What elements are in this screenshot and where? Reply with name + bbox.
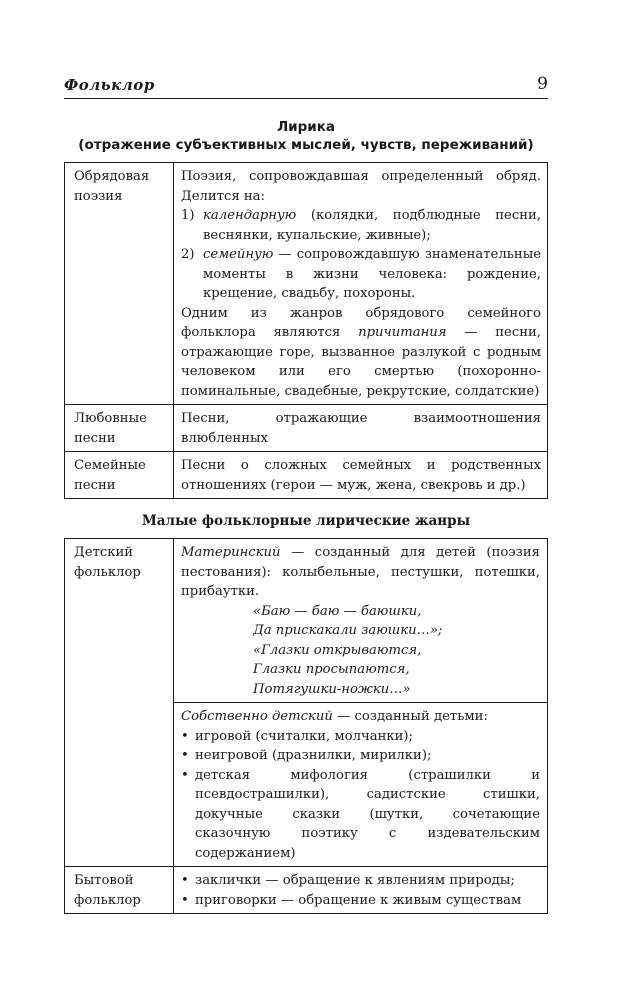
section-title-small-genres: Малые фольклорные лирические жанры <box>141 513 471 529</box>
list-item <box>181 206 541 245</box>
row-content <box>174 163 548 405</box>
section-title-lyric: Лирика <box>276 119 336 135</box>
running-head <box>64 68 548 99</box>
item-text: игровой (считалки, молчанки); <box>195 728 413 744</box>
table-row <box>65 405 548 452</box>
row-content: Песни, отражающие взаимоотношения влюбленных <box>174 405 548 452</box>
list-item <box>181 871 541 891</box>
running-head-title: Фольклор <box>64 76 155 94</box>
own-term: Собственно детский <box>181 709 333 724</box>
list-item <box>181 766 540 864</box>
item-text: — сопровождавшую знаменательные моменты в жизни человека: рождение, крещение, свадьбу, похороны. <box>203 247 541 301</box>
item-text: (колядки, подблюдные песни, веснянки, купальские, живные); <box>203 208 541 243</box>
row-content: Песни о сложных семейных и родственных отношениях (герои — муж, жена, свекровь и др.) <box>174 452 548 499</box>
table-row <box>65 867 548 914</box>
item-number: 1) <box>181 208 195 223</box>
item-number: 2) <box>181 247 195 262</box>
row-label: Любовные песни <box>65 405 174 452</box>
row-label: Бытовой фольклор <box>65 867 174 914</box>
list-item <box>181 891 541 911</box>
own-text: — созданный детьми: <box>332 709 488 724</box>
maternal-term: Материнский <box>181 545 281 560</box>
item-term: календарную <box>203 208 297 223</box>
bullet-icon: • <box>181 767 189 783</box>
poem-line: Глазки просыпаются, <box>253 662 410 677</box>
item-text: приговорки — обращение к живым существам <box>195 892 522 908</box>
small-genres-table <box>64 538 548 914</box>
poem-line: Да прискакали заюшки…»; <box>253 623 443 638</box>
row-content <box>174 867 548 914</box>
row-content <box>174 539 548 867</box>
bullet-icon: • <box>181 728 189 744</box>
maternal-folklore <box>174 539 547 702</box>
poem-line: Потягушки-ножки…» <box>253 681 411 697</box>
children-own-folklore <box>174 702 547 866</box>
section-subtitle-lyric: (отражение субъективных мыслей, чувств, переживаний) <box>78 137 534 153</box>
table-row <box>65 539 548 867</box>
outro-term: причитания <box>358 325 447 340</box>
lyric-genres-table <box>64 162 548 499</box>
list-item <box>181 746 540 766</box>
poem-line: «Баю — баю — баюшки, <box>253 603 422 619</box>
item-term: семейную <box>203 247 274 262</box>
ritual-intro: Поэзия, сопровождавшая определенный обряд. Делится на: <box>181 169 541 204</box>
row-label: Семейные песни <box>65 452 174 499</box>
maternal-text: — созданный для детей (поэзия пестования): колыбельные, пестушки, потешки, прибаутки. <box>181 545 540 599</box>
outro-text: Одним из жанров обрядового семейного фольклора являются <box>181 305 541 340</box>
list-item <box>181 727 540 747</box>
table-row <box>65 452 548 499</box>
bullet-icon: • <box>181 892 189 908</box>
poem-line: «Глазки открываются, <box>253 642 422 658</box>
page-number: 9 <box>537 74 548 94</box>
outro-text: — песни, отражающие горе, вызванное разлукой с родным человеком или его смертью (похоронно-поминальные, свадебные, рекрутские, солдатские) <box>181 325 541 399</box>
item-text: неигровой (дразнилки, мирилки); <box>195 748 432 763</box>
row-label: Обрядовая поэзия <box>65 163 174 405</box>
list-item <box>181 245 541 304</box>
bullet-icon: • <box>181 873 189 888</box>
ritual-outro <box>181 304 541 402</box>
bullet-icon: • <box>181 748 189 763</box>
table-row <box>65 163 548 405</box>
item-text: заклички — обращение к явлениям природы; <box>195 873 515 888</box>
item-text: детская мифология (страшилки и псевдострашилки), садистские стишки, докучные сказки (шутки, сочетающие сказочную поэтику с издевательским содержанием) <box>195 767 540 861</box>
row-label: Детский фольклор <box>65 539 174 867</box>
